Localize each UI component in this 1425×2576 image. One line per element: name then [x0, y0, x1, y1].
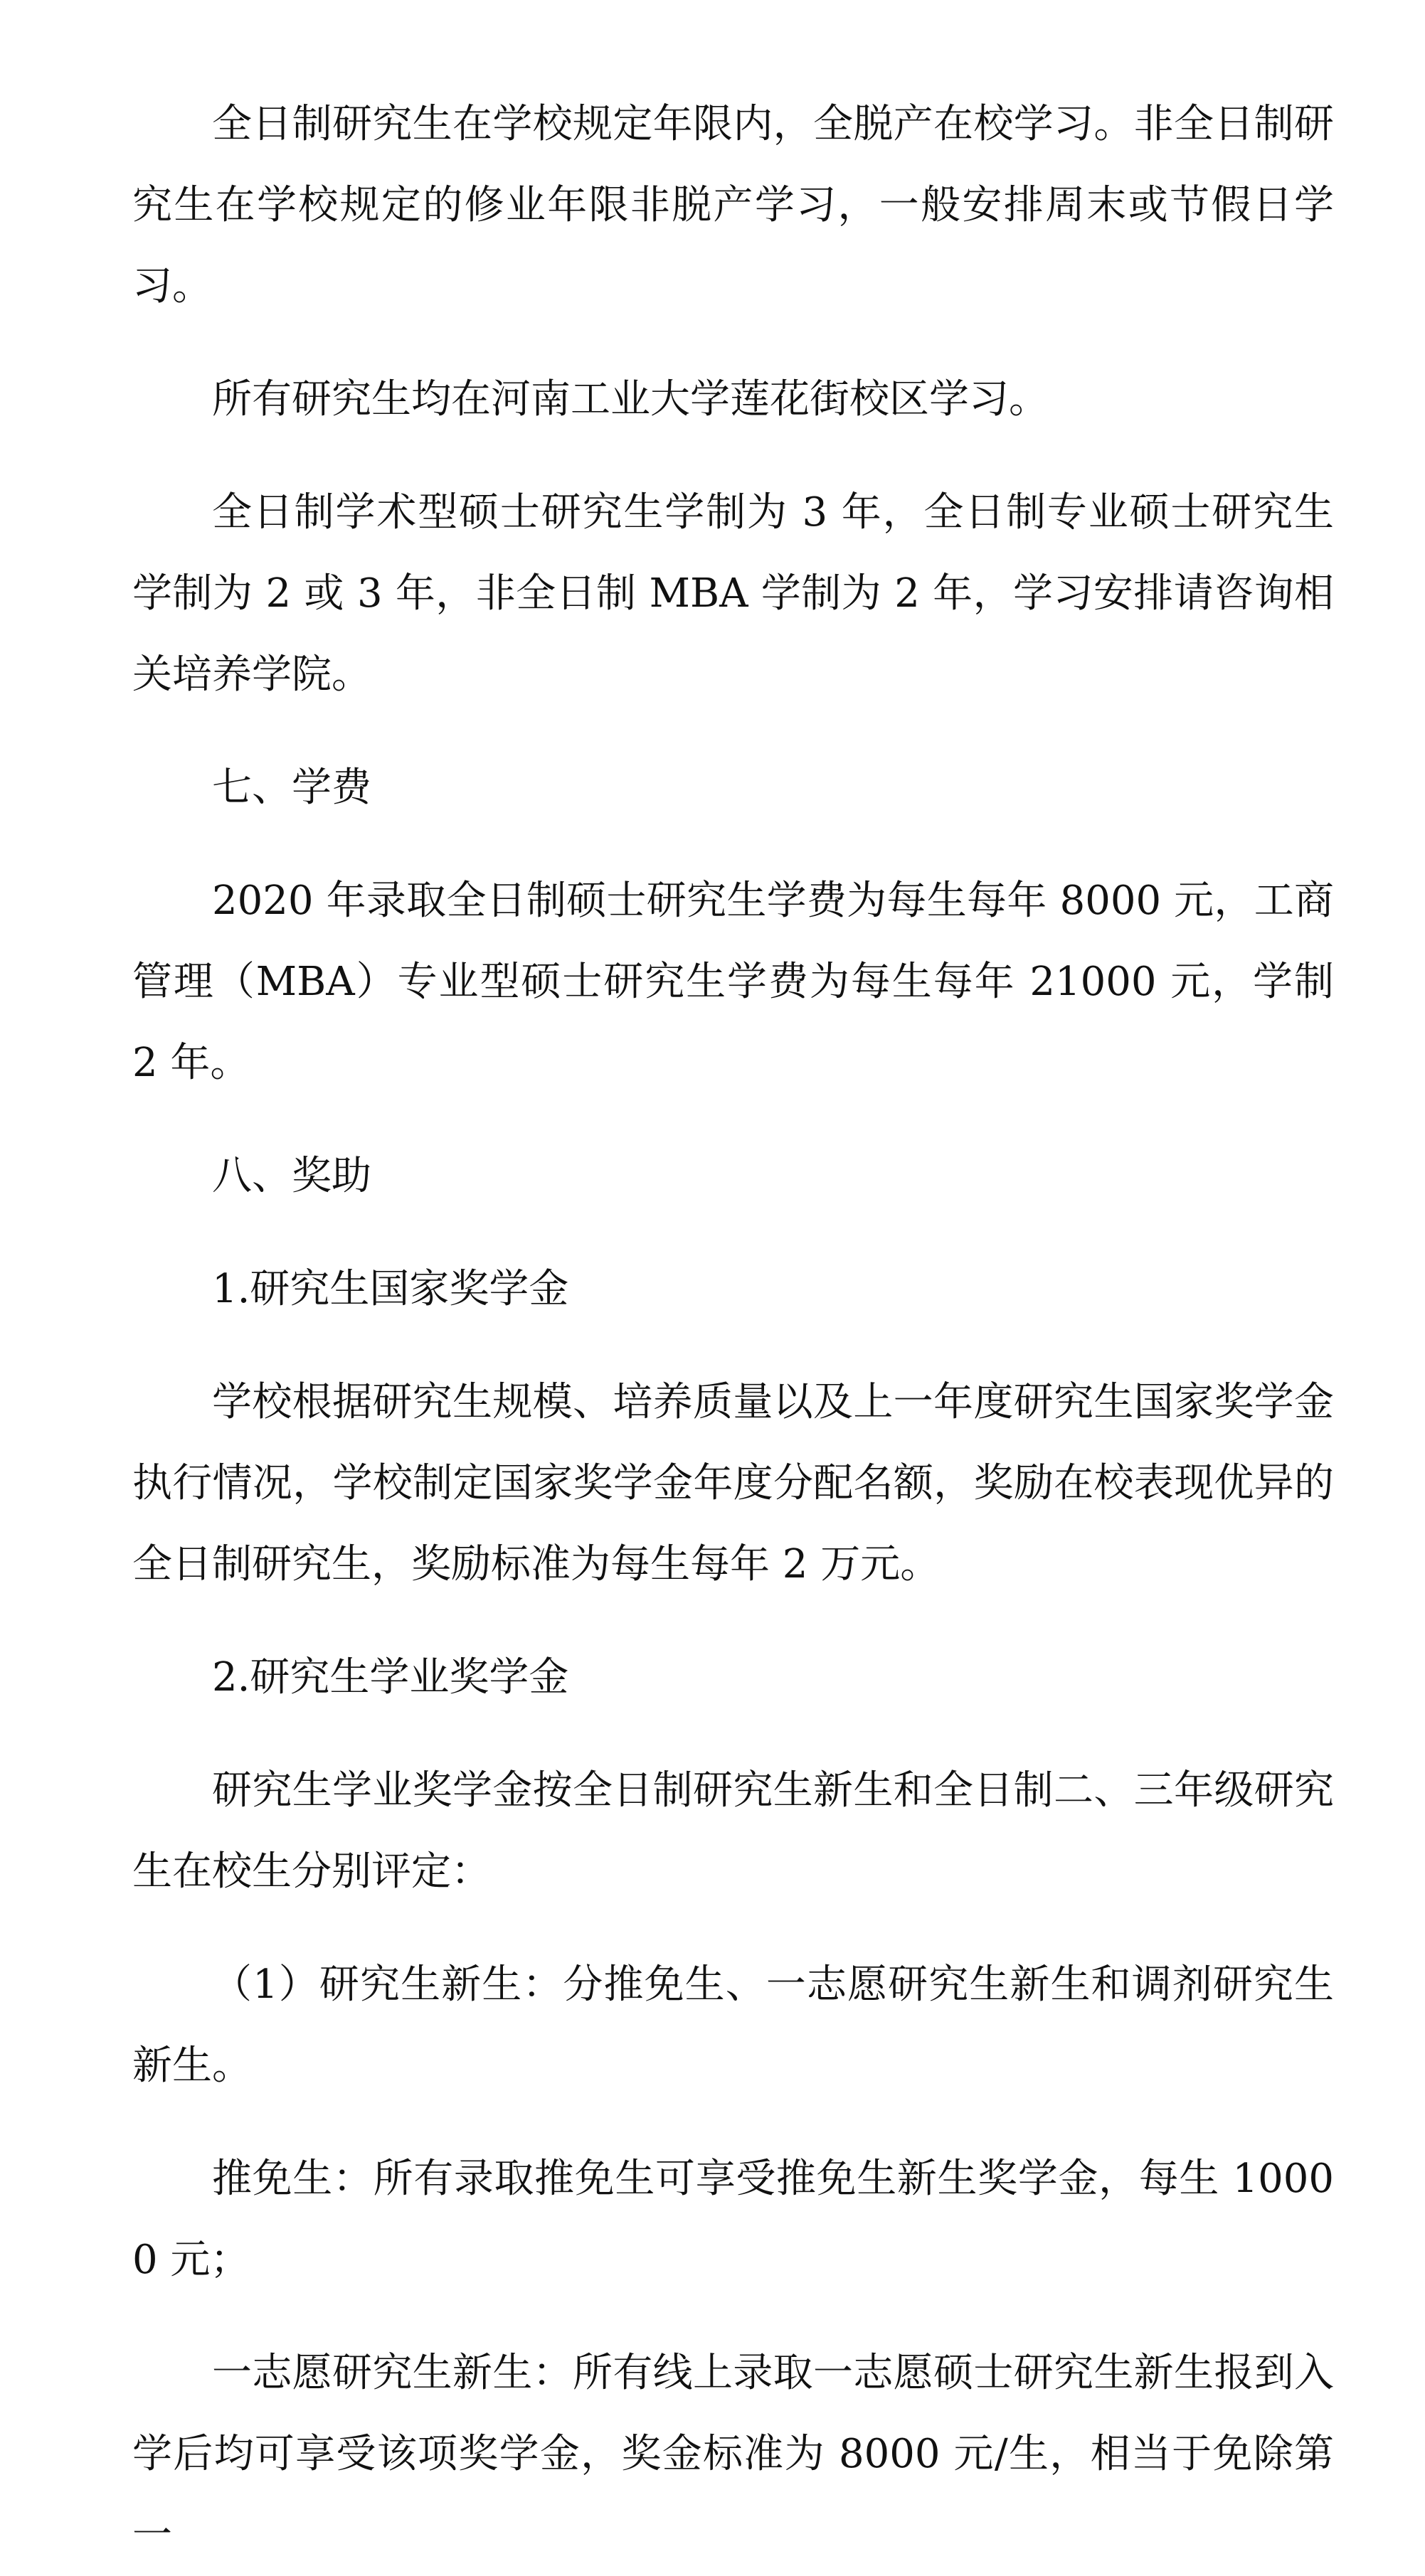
paragraph-campus: 所有研究生均在河南工业大学莲花街校区学习。 [212, 376, 1049, 422]
paragraph-first-choice-students: 一志愿研究生新生：所有线上录取一志愿硕士研究生新生报到入学后均可享受该项奖学金，奖金标准为 8000 元/生，相当于免除第一 [132, 2350, 1334, 2558]
subheading-academic-scholarship: 2.研究生学业奖学金 [212, 1654, 569, 1701]
paragraph-national-scholarship: 学校根据研究生规模、培养质量以及上一年度研究生国家奖学金执行情况，学校制定国家奖学金年度分配名额，奖励在校表现优异的全日制研究生，奖励标准为每生每年 2 万元。 [132, 1379, 1334, 1587]
section-heading-tuition: 七、学费 [212, 765, 371, 811]
paragraph-tuition: 2020 年录取全日制硕士研究生学费为每生每年 8000 元，工商管理（MBA）专业型硕士研究生学费为每生每年 21000 元，学制 2 年。 [132, 878, 1334, 1086]
paragraph-study-mode: 全日制研究生在学校规定年限内，全脱产在校学习。非全日制研究生在学校规定的修业年限非脱产学习，一般安排周末或节假日学习。 [132, 101, 1334, 309]
section-heading-awards: 八、奖助 [212, 1153, 371, 1199]
paragraph-recommended-students: 推免生：所有录取推免生可享受推免生新生奖学金，每生 10000 元； [132, 2156, 1334, 2283]
paragraph-new-students: （1）研究生新生：分推免生、一志愿研究生新生和调剂研究生新生。 [132, 1962, 1334, 2089]
subheading-national-scholarship: 1.研究生国家奖学金 [212, 1266, 569, 1312]
paragraph-duration: 全日制学术型硕士研究生学制为 3 年，全日制专业硕士研究生学制为 2 或 3 年，非全日制 MBA 学制为 2 年，学习安排请咨询相关培养学院。 [132, 489, 1334, 698]
paragraph-academic-scholarship: 研究生学业奖学金按全日制研究生新生和全日制二、三年级研究生在校生分别评定： [132, 1767, 1334, 1895]
